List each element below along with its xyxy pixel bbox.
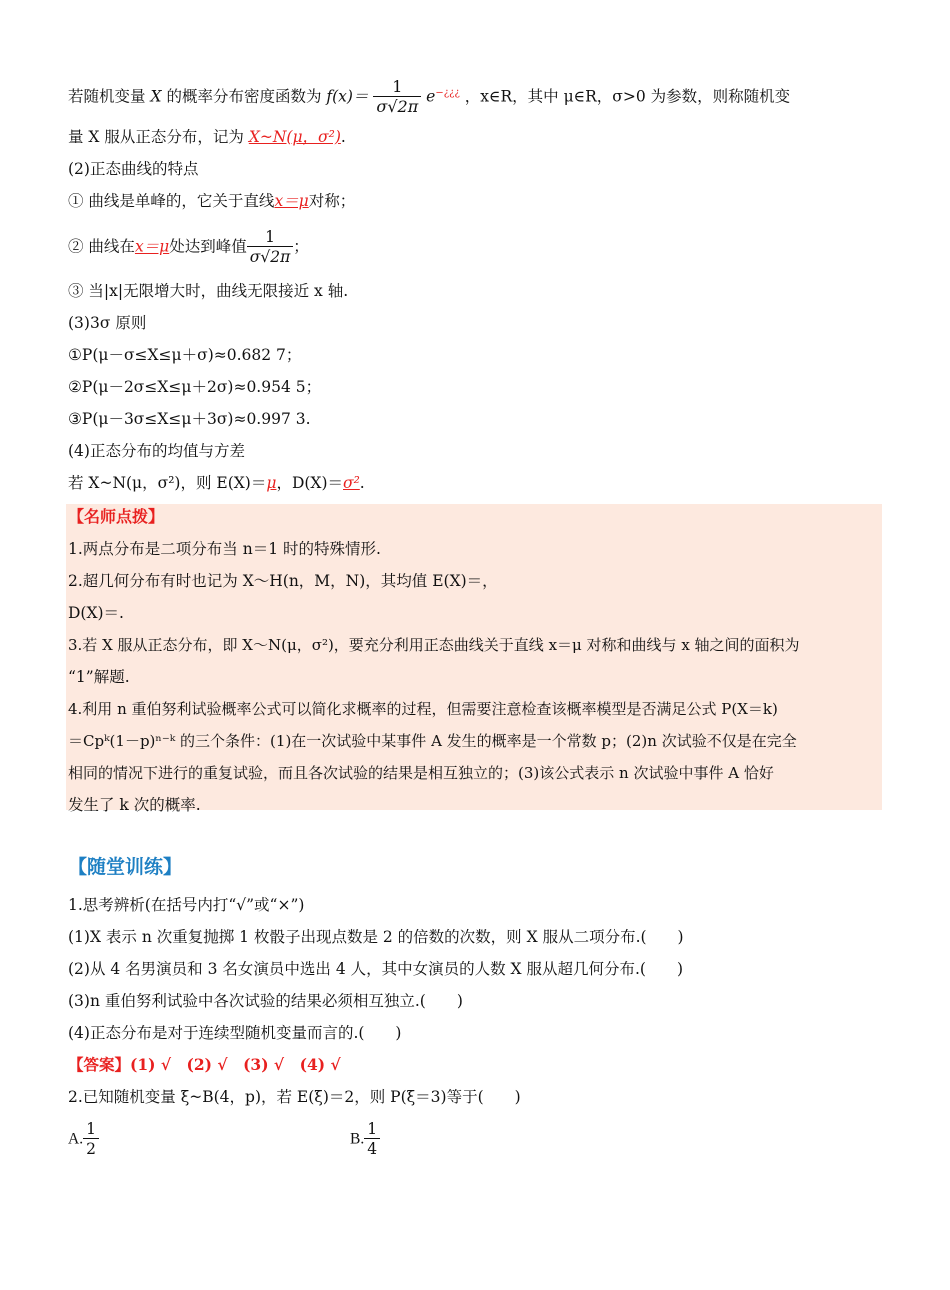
curve-item-1 <box>68 190 355 212</box>
curve-item-1-red: x＝μ <box>274 192 309 210</box>
rule-2: ②P(μ－2σ≤X≤μ＋2σ)≈0.954 5； <box>68 378 322 396</box>
tip-3b: “1”解题. <box>68 668 130 686</box>
meanvar-title: (4)正态分布的均值与方差 <box>68 442 245 460</box>
tip-2a: 2.超几何分布有时也记为 X～H(n，M，N)，其均值 E(X)＝， <box>68 572 498 590</box>
curve-item-2-red: x＝μ <box>134 237 170 256</box>
def-x: X <box>150 87 162 106</box>
question-2: 2.已知随机变量 ξ~B(4，p)，若 E(ξ)＝2，则 P(ξ＝3)等于( ) <box>68 1088 521 1106</box>
density-fraction <box>373 78 421 117</box>
curve-item-2-text-b: 处达到峰值 <box>169 237 247 256</box>
peak-numerator: 1 <box>247 228 294 247</box>
tip-4c: 相同的情况下进行的重复试验，而且各次试验的结果是相互独立的；(3)该公式表示 n 次试验中事件 A 恰好 <box>68 764 774 782</box>
density-numerator: 1 <box>373 78 421 97</box>
question-1-4: (4)正态分布是对于连续型随机变量而言的.( ) <box>68 1024 402 1042</box>
tips-title: 【名师点拨】 <box>68 507 165 526</box>
def-fx: f(x)＝ <box>326 87 369 106</box>
option-a <box>68 1120 99 1159</box>
def-exponent: −¿¿¿ <box>435 87 460 99</box>
option-b-fraction <box>364 1120 380 1159</box>
meanvar-line <box>68 472 365 494</box>
answer-text: (1) √ (2) √ (3) √ (4) √ <box>130 1055 341 1074</box>
option-b-denominator: 4 <box>367 1140 378 1158</box>
answer-line <box>68 1054 341 1076</box>
def-text-2: 的概率分布密度函数为 <box>166 87 322 106</box>
def-e: e <box>426 87 436 106</box>
curve-item-2-text-c: ； <box>293 237 309 256</box>
meanvar-text-b: ，D(X)＝ <box>276 474 343 492</box>
question-1-3: (3)n 重伯努利试验中各次试验的结果必须相互独立.( ) <box>68 992 463 1010</box>
option-b-numerator: 1 <box>364 1120 380 1139</box>
option-a-fraction <box>83 1120 99 1159</box>
tip-4d: 发生了 k 次的概率. <box>68 796 201 814</box>
meanvar-mu: μ <box>266 474 277 492</box>
curve-title: (2)正态曲线的特点 <box>68 160 199 178</box>
question-1-2: (2)从 4 名男演员和 3 名女演员中选出 4 人，其中女演员的人数 X 服从超几何分布.( ) <box>68 960 684 978</box>
practice-title: 【随堂训练】 <box>68 856 183 878</box>
curve-item-2-text-a: ② 曲线在 <box>68 237 135 256</box>
curve-item-2 <box>68 228 309 267</box>
meanvar-sigma2: σ² <box>343 474 360 492</box>
question-1-1: (1)X 表示 n 次重复抛掷 1 枚骰子出现点数是 2 的倍数的次数，则 X 服从二项分布.( ) <box>68 928 684 946</box>
def-text-4: 量 X 服从正态分布，记为 <box>68 128 244 146</box>
peak-fraction <box>247 228 294 267</box>
tip-4a: 4.利用 n 重伯努利试验概率公式可以简化求概率的过程，但需要注意检查该概率模型是否满足公式 P(X＝k) <box>68 700 778 718</box>
definition-line-2 <box>68 126 346 148</box>
rule-title: (3)3σ 原则 <box>68 314 147 332</box>
option-b-label: B. <box>350 1130 365 1148</box>
rule-1: ①P(μ－σ≤X≤μ＋σ)≈0.682 7； <box>68 346 302 364</box>
rule-3: ③P(μ－3σ≤X≤μ＋3σ)≈0.997 3. <box>68 410 311 428</box>
density-denominator: σ√2π <box>376 97 419 116</box>
meanvar-text-c: . <box>359 474 365 492</box>
option-a-denominator: 2 <box>86 1140 96 1158</box>
meanvar-text-a: 若 X~N(μ，σ²)，则 E(X)＝ <box>68 474 267 492</box>
tip-4b: ＝Cpᵏ(1－p)ⁿ⁻ᵏ 的三个条件：(1)在一次试验中某事件 A 发生的概率是一个常数 p；(2)n 次试验不仅是在完全 <box>68 732 797 750</box>
def-notation: X~N(μ，σ²) <box>248 128 341 146</box>
def-text-1: 若随机变量 <box>68 87 146 106</box>
curve-item-1-text-a: ① 曲线是单峰的，它关于直线 <box>68 192 275 210</box>
curve-item-1-text-b: 对称； <box>308 192 356 210</box>
def-text-5: . <box>340 128 346 146</box>
definition-line-1 <box>68 78 790 117</box>
curve-item-3: ③ 当|x|无限增大时，曲线无限接近 x 轴. <box>68 282 349 300</box>
question-1: 1.思考辨析(在括号内打“√”或“×”) <box>68 896 305 914</box>
answer-label: 【答案】 <box>68 1055 131 1074</box>
tip-1: 1.两点分布是二项分布当 n＝1 时的特殊情形. <box>68 540 381 558</box>
peak-denominator: σ√2π <box>249 248 291 266</box>
tip-3a: 3.若 X 服从正态分布，即 X～N(μ，σ²)，要充分利用正态曲线关于直线 x＝μ 对称和曲线与 x 轴之间的面积为 <box>68 636 800 654</box>
tip-2b: D(X)＝. <box>68 604 124 622</box>
option-a-label: A. <box>68 1130 84 1148</box>
def-text-3: ，x∈R，其中 μ∈R，σ>0 为参数，则称随机变 <box>464 87 791 106</box>
option-a-numerator: 1 <box>83 1120 99 1139</box>
option-b <box>350 1120 380 1159</box>
